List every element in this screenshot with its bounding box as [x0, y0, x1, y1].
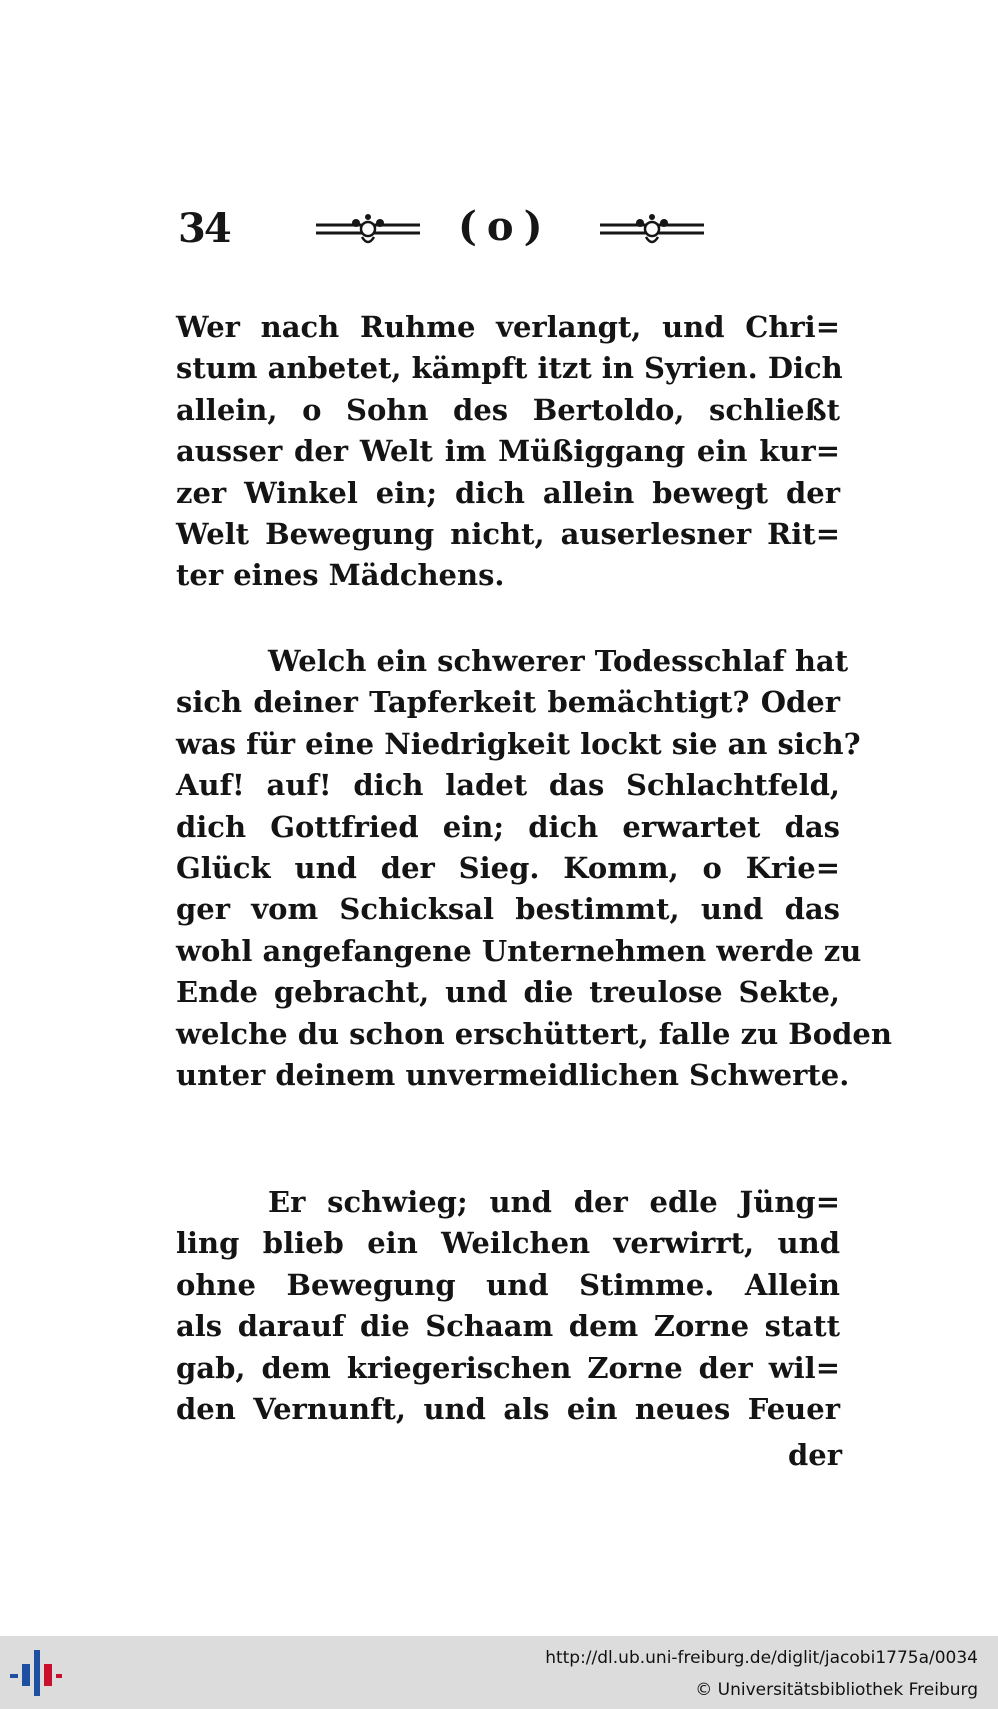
running-header — [178, 205, 843, 265]
text-line: ausser der Welt im Müßiggang ein kur= — [176, 434, 840, 469]
text-line: Er schwieg; und der edle Jüng= — [268, 1185, 840, 1219]
ornament-left-icon — [314, 213, 422, 249]
text-line: allein, o Sohn des Bertoldo, schließt — [176, 392, 840, 427]
text-line: sich deiner Tapferkeit bemächtigt? Oder — [176, 685, 840, 720]
text-line: den Vernunft, und als ein neues Feuer — [176, 1392, 840, 1427]
copyright-text: © Universitätsbibliothek Freiburg — [695, 1680, 978, 1700]
permalink-link[interactable]: http://dl.ub.uni-freiburg.de/diglit/jacobi1775a/0034 — [545, 1648, 978, 1668]
text-line: Welt Bewegung nicht, auserlesner Rit= — [176, 517, 840, 552]
text-line: Wer nach Ruhme verlangt, und Chri= — [176, 310, 840, 344]
text-line: ter eines Mädchens. — [176, 558, 505, 593]
catchword: der — [788, 1438, 843, 1472]
text-line: was für eine Niedrigkeit lockt sie an sich? — [176, 726, 861, 761]
text-line: ger vom Schicksal bestimmt, und das — [176, 892, 840, 927]
library-logo-icon — [10, 1650, 62, 1696]
text-line: ling blieb ein Weilchen verwirrt, und — [176, 1226, 840, 1261]
text-line: Glück und der Sieg. Komm, o Krie= — [176, 851, 840, 886]
viewer-footer — [0, 1636, 998, 1709]
text-line: wohl angefangene Unternehmen werde zu — [176, 933, 862, 968]
text-line: welche du schon erschüttert, falle zu Boden — [176, 1016, 892, 1051]
text-line: als darauf die Schaam dem Zorne statt — [176, 1309, 840, 1344]
text-line: dich Gottfried ein; dich erwartet das — [176, 809, 840, 844]
text-line: gab, dem kriegerischen Zorne der wil= — [176, 1350, 840, 1385]
text-line: zer Winkel ein; dich allein bewegt der — [176, 475, 840, 510]
text-line: Ende gebracht, und die treulose Sekte, — [176, 975, 840, 1010]
paragraph-3 — [176, 1182, 840, 1430]
text-line: ohne Bewegung und Stimme. Allein — [176, 1267, 840, 1302]
text-line: stum anbetet, kämpft itzt in Syrien. Dich — [176, 351, 843, 386]
text-line: Auf! auf! dich ladet das Schlachtfeld, — [176, 768, 840, 803]
text-line: Welch ein schwerer Todesschlaf hat — [268, 644, 849, 678]
paragraph-1 — [176, 307, 843, 597]
center-mark: (o) — [458, 203, 553, 250]
text-line: unter deinem unvermeidlichen Schwerte. — [176, 1058, 850, 1093]
page-number: 34 — [178, 205, 230, 252]
ornament-right-icon — [598, 213, 706, 249]
paragraph-2 — [176, 641, 892, 1096]
